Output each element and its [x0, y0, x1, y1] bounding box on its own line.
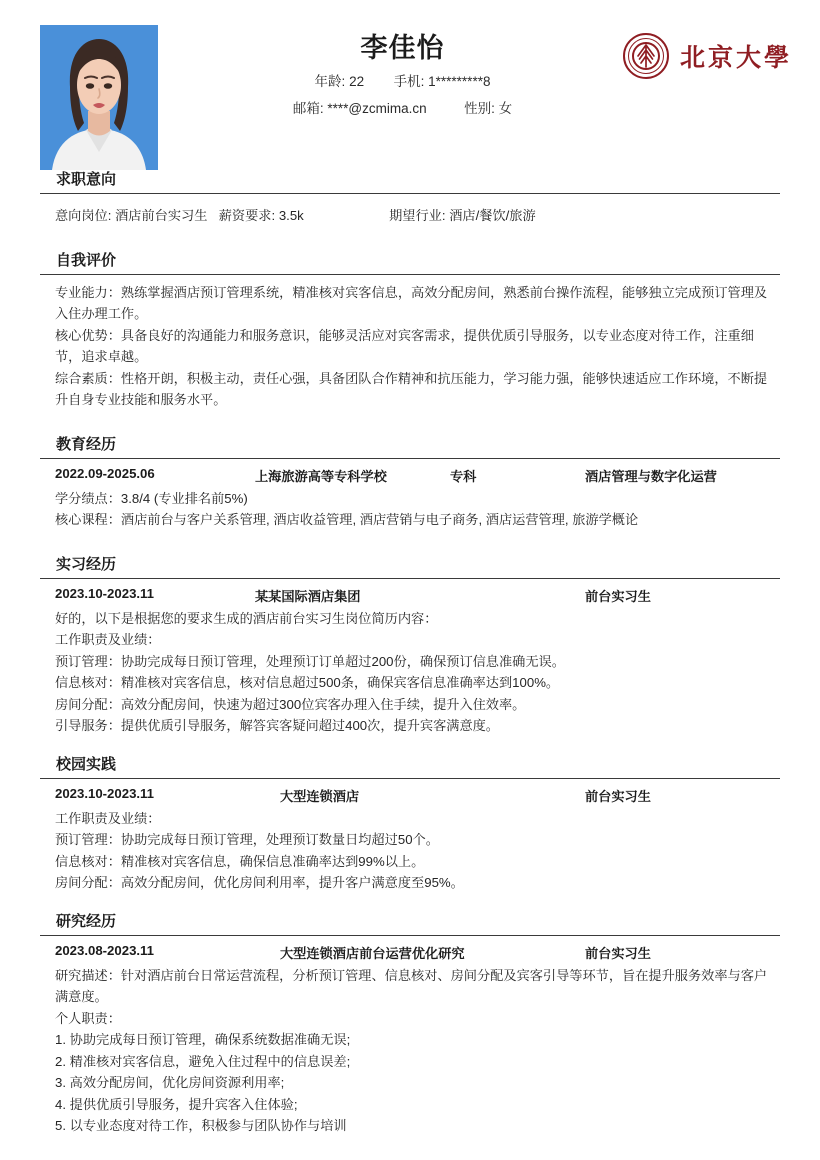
paragraph: 研究描述：针对酒店前台日常运营流程，分析预订管理、信息核对、房间分配及宾客引导等环节，旨在提升服务效率与客户满意度。	[55, 967, 768, 1004]
list-item: 4. 提供优质引导服务，提升宾客入住体验;	[55, 1096, 298, 1112]
entry-organization: 某某国际酒店集团	[255, 588, 361, 604]
list-item: 2. 精准核对宾客信息，避免入住过程中的信息误差;	[55, 1053, 351, 1069]
campus-practice-body	[40, 808, 780, 894]
industry-value: 酒店/餐饮/旅游	[449, 208, 536, 223]
phone-value: 1*********8	[428, 74, 491, 89]
section-research	[0, 910, 820, 1137]
identity-block	[175, 28, 630, 122]
paragraph: 核心课程：酒店前台与客户关系管理, 酒店收益管理, 酒店营销与电子商务, 酒店运营管理, 旅游学概论	[55, 512, 639, 527]
position-label: 意向岗位:	[55, 208, 112, 223]
campus-practice-entry-header	[40, 786, 780, 808]
education-body	[40, 488, 780, 531]
paragraph: 信息核对：精准核对宾客信息，确保信息准确率达到99%以上。	[55, 853, 425, 869]
section-self-evaluation	[0, 249, 820, 411]
entry-major: 酒店管理与数字化运营	[585, 468, 717, 484]
section-education	[0, 433, 820, 531]
entry-date: 2023.08-2023.11	[55, 942, 155, 958]
section-title-research: 研究经历	[56, 912, 117, 930]
avatar	[40, 25, 158, 170]
paragraph: 好的，以下是根据您的要求生成的酒店前台实习生岗位简历内容：	[55, 610, 438, 626]
section-internship	[0, 553, 820, 737]
phone-label: 手机:	[393, 74, 425, 89]
entry-date: 2023.10-2023.11	[55, 585, 155, 601]
contact-line-2	[175, 95, 630, 122]
self-evaluation-body	[40, 282, 780, 411]
section-title-internship: 实习经历	[56, 555, 117, 573]
page-title: 李佳怡	[360, 33, 445, 63]
section-divider	[40, 778, 780, 779]
job-intention-row	[40, 201, 780, 227]
age-value: 22	[349, 74, 365, 89]
paragraph: 预订管理：协助完成每日预订管理，处理预订数量日均超过50个。	[55, 832, 439, 847]
paragraph: 房间分配：高效分配房间，优化房间利用率，提升客户满意度至95%。	[55, 875, 464, 890]
gender-label: 性别:	[464, 101, 495, 116]
salary-label: 薪资要求:	[218, 208, 276, 223]
entry-role: 前台实习生	[585, 945, 651, 961]
section-title-education: 教育经历	[56, 435, 117, 453]
age-label: 年龄:	[314, 74, 346, 89]
peking-university-seal-icon	[622, 32, 670, 80]
internship-entry-header	[40, 586, 780, 608]
section-title-self-evaluation: 自我评价	[56, 251, 117, 269]
salary-value: 3.5k	[278, 208, 304, 223]
paragraph: 预订管理：协助完成每日预订管理，处理预订订单超过200份，确保预订信息准确无误。	[55, 653, 565, 669]
paragraph: 引导服务：提供优质引导服务，解答宾客疑问超过400次，提升宾客满意度。	[55, 718, 499, 733]
paragraph: 核心优势：具备良好的沟通能力和服务意识，能够灵活应对宾客需求，提供优质引导服务，以专业态度对待工作，注重细节，追求卓越。	[55, 327, 754, 364]
section-divider	[40, 578, 780, 579]
entry-organization: 上海旅游高等专科学校	[255, 468, 387, 484]
entry-project-title: 大型连锁酒店前台运营优化研究	[280, 945, 465, 961]
research-body	[40, 965, 780, 1137]
contact-line-1	[175, 68, 630, 95]
gender-value: 女	[498, 101, 513, 116]
entry-role: 前台实习生	[585, 788, 651, 804]
paragraph: 专业能力：熟练掌握酒店预订管理系统，精准核对宾客信息，高效分配房间，熟悉前台操作流程，能够独立完成预订管理及入住办理工作。	[55, 284, 768, 321]
list-item: 1. 协助完成每日预订管理，确保系统数据准确无误;	[55, 1032, 351, 1047]
entry-date: 2023.10-2023.11	[55, 785, 155, 801]
resume-header	[0, 0, 820, 168]
section-divider	[40, 935, 780, 936]
email-value: ****@zcmima.cn	[327, 101, 427, 116]
entry-role: 前台实习生	[585, 588, 651, 604]
list-item: 5. 以专业态度对待工作，积极参与团队协作与培训	[55, 1118, 347, 1133]
entry-date: 2022.09-2025.06	[55, 465, 155, 481]
research-entry-header	[40, 943, 780, 965]
internship-body	[40, 608, 780, 737]
entry-organization: 大型连锁酒店	[280, 788, 360, 804]
list-item: 3. 高效分配房间，优化房间资源利用率;	[55, 1075, 285, 1090]
paragraph: 房间分配：高效分配房间，快速为超过300位宾客办理入住手续，提升入住效率。	[55, 696, 526, 712]
education-entry-header	[40, 466, 780, 488]
section-job-intention	[0, 168, 820, 227]
position-value: 酒店前台实习生	[115, 208, 208, 223]
section-divider	[40, 458, 780, 459]
paragraph: 综合素质：性格开朗，积极主动，责任心强，具备团队合作精神和抗压能力，学习能力强，能够快速适应工作环境，不断提升自身专业技能和服务水平。	[55, 370, 768, 407]
section-divider	[40, 274, 780, 275]
section-campus-practice	[0, 753, 820, 894]
section-title-campus-practice: 校园实践	[56, 755, 117, 773]
paragraph: 信息核对：精准核对宾客信息，核对信息超过500条，确保宾客信息准确率达到100%。	[55, 675, 560, 690]
school-logo	[622, 32, 792, 80]
school-name-text: 北京大學	[679, 43, 792, 72]
paragraph: 学分绩点：3.8/4 (专业排名前5%)	[55, 490, 248, 506]
industry-label: 期望行业:	[389, 208, 446, 223]
section-title-job-intention: 求职意向	[56, 171, 117, 188]
paragraph: 工作职责及业绩：	[55, 632, 161, 647]
entry-degree: 专科	[450, 468, 477, 484]
paragraph: 工作职责及业绩：	[55, 810, 161, 826]
section-divider	[40, 193, 780, 194]
paragraph: 个人职责：	[55, 1010, 121, 1026]
email-label: 邮箱:	[292, 101, 324, 116]
